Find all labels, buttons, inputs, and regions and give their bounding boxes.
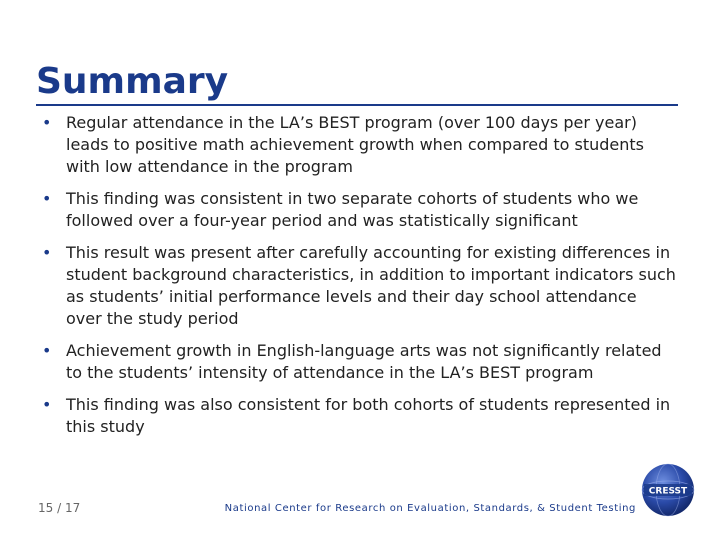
bullet-marker: • bbox=[42, 395, 52, 414]
slide-title: Summary bbox=[36, 61, 229, 102]
bullet-text: Achievement growth in English-language arts was not significantly related to the students’ intensity of attendance in the LA’s BEST program bbox=[66, 341, 662, 382]
bullet-item bbox=[36, 188, 676, 232]
bullet-list bbox=[36, 112, 676, 448]
bullet-text: This finding was also consistent for both cohorts of students represented in this study bbox=[66, 395, 671, 436]
bullet-marker: • bbox=[42, 189, 52, 208]
bullet-text: This result was present after carefully accounting for existing differences in student background characteristics, in addition to important indicators such as students’ initial performance levels and their day school attendance over the study period bbox=[66, 243, 676, 328]
bullet-item bbox=[36, 340, 676, 384]
title-divider bbox=[36, 104, 678, 106]
page-number: 15 / 17 bbox=[38, 501, 81, 515]
bullet-text: This finding was consistent in two separate cohorts of students who we followed over a four-year period and was statistically significant bbox=[66, 189, 639, 230]
footer-organization: National Center for Research on Evaluation, Standards, & Student Testing bbox=[224, 503, 636, 514]
bullet-marker: • bbox=[42, 341, 52, 360]
logo-text: CRESST bbox=[648, 486, 688, 497]
bullet-item bbox=[36, 242, 676, 330]
bullet-text: Regular attendance in the LA’s BEST program (over 100 days per year) leads to positive math achievement growth when compared to students with low attendance in the program bbox=[66, 113, 644, 176]
bullet-item bbox=[36, 112, 676, 178]
bullet-marker: • bbox=[42, 243, 52, 262]
cresst-logo bbox=[640, 462, 696, 518]
bullet-item bbox=[36, 394, 676, 438]
bullet-marker: • bbox=[42, 113, 52, 132]
